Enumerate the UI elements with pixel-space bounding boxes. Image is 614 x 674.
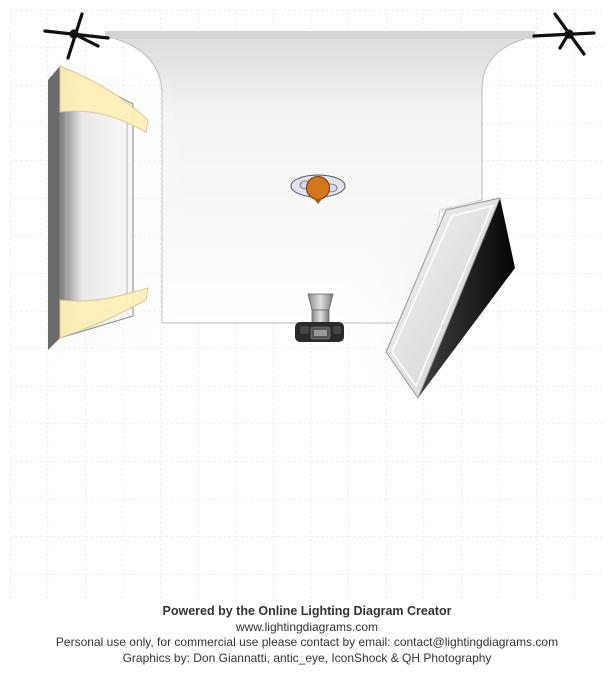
footer [0,604,614,666]
scrim-panel [48,66,148,350]
footer-url: www.lightingdiagrams.com [235,619,379,634]
footer-title: Powered by the Online Lighting Diagram Creator [162,604,452,618]
footer-credits: Graphics by: Don Giannatti, antic_eye, IconShock & QH Photography [122,650,492,665]
footer-license: Personal use only, for commercial use please contact by email: contact@lightingdiagrams.com [55,635,559,649]
